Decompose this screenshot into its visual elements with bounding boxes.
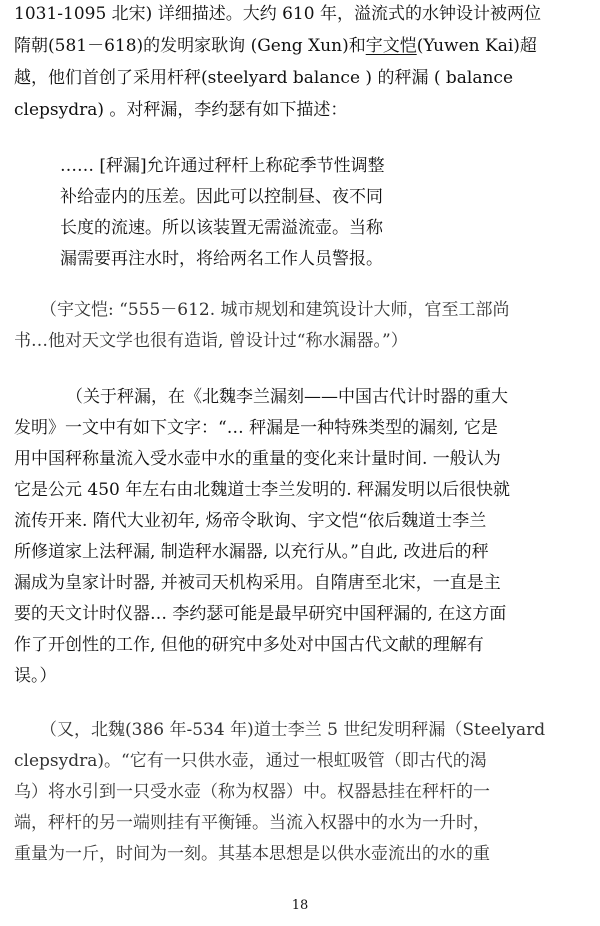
note2-line-3: 用中国秤称量流入受水壶中水的重量的变化来计量时间. 一般认为 [14, 449, 501, 469]
note2-line-2: 发明》一文中有如下文字：“… 秤漏是一种特殊类型的漏刻, 它是 [14, 418, 498, 438]
quote-line-1: …… [秤漏]允许通过秤杆上称砣季节性调整 [60, 156, 385, 176]
intro-line-2-a: 隋朝(581－618)的发明家耿询 (Geng Xun)和 [14, 36, 366, 56]
quote-line-4: 漏需要再注水时，将给两名工作人员警报。 [60, 249, 383, 269]
note3-line-5: 重量为一斤，时间为一刻。其基本思想是以供水壶流出的水的重 [14, 844, 490, 864]
note1-line-1: （宇文恺: “555－612. 城市规划和建筑设计大师，官至工部尚 [40, 300, 510, 320]
intro-line-2-b: (Yuwen Kai)超 [416, 36, 537, 56]
yuwen-kai-underlined: 宇文恺 [365, 36, 417, 56]
note1-line-2: 书…他对天文学也很有造诣, 曾设计过“称水漏器。”） [14, 331, 408, 351]
quote-line-2: 补给壶内的压差。因此可以控制昼、夜不同 [60, 187, 383, 207]
note3-line-4: 端，秤杆的另一端则挂有平衡锤。当流入权器中的水为一升时， [14, 813, 490, 833]
note2-line-8: 要的天文计时仪器… 李约瑟可能是最早研究中国秤漏的, 在这方面 [14, 604, 507, 624]
intro-line-1: 1031-1095 北宋) 详细描述。大约 610 年，溢流式的水钟设计被两位 [14, 4, 541, 24]
note2-line-10: 误。） [14, 666, 57, 686]
note2-line-7: 漏成为皇家计时器, 并被司天机构采用。自隋唐至北宋，一直是主 [14, 573, 501, 593]
page-number: 18 [291, 898, 309, 913]
note3-line-2: clepsydra)。“它有一只供水壶，通过一根虹吸管（即古代的渴 [14, 751, 487, 771]
note2-line-4: 它是公元 450 年左右由北魏道士李兰发明的. 秤漏发明以后很快就 [14, 480, 511, 500]
note2-line-6: 所修道家上法秤漏, 制造秤水漏器, 以充行从。”自此, 改进后的秤 [14, 542, 489, 562]
quote-line-3: 长度的流速。所以该装置无需溢流壶。当称 [60, 218, 383, 238]
note2-line-9: 作了开创性的工作, 但他的研究中多处对中国古代文献的理解有 [14, 635, 484, 655]
note3-line-3: 乌）将水引到一只受水壶（称为权器）中。权器悬挂在秤杆的一 [14, 782, 490, 802]
intro-line-2 [14, 34, 537, 58]
intro-line-4: clepsydra) 。对秤漏，李约瑟有如下描述： [14, 100, 348, 120]
note2-line-1: （关于秤漏，在《北魏李兰漏刻——中国古代计时器的重大 [66, 387, 508, 407]
intro-line-3: 越，他们首创了采用杆秤(steelyard balance ) 的秤漏 ( balance [14, 68, 514, 88]
note3-line-1: （又，北魏(386 年-534 年)道士李兰 5 世纪发明秤漏（Steelyard [40, 720, 546, 740]
note2-line-5: 流传开来. 隋代大业初年, 炀帝令耿询、宇文恺“依后魏道士李兰 [14, 511, 487, 531]
